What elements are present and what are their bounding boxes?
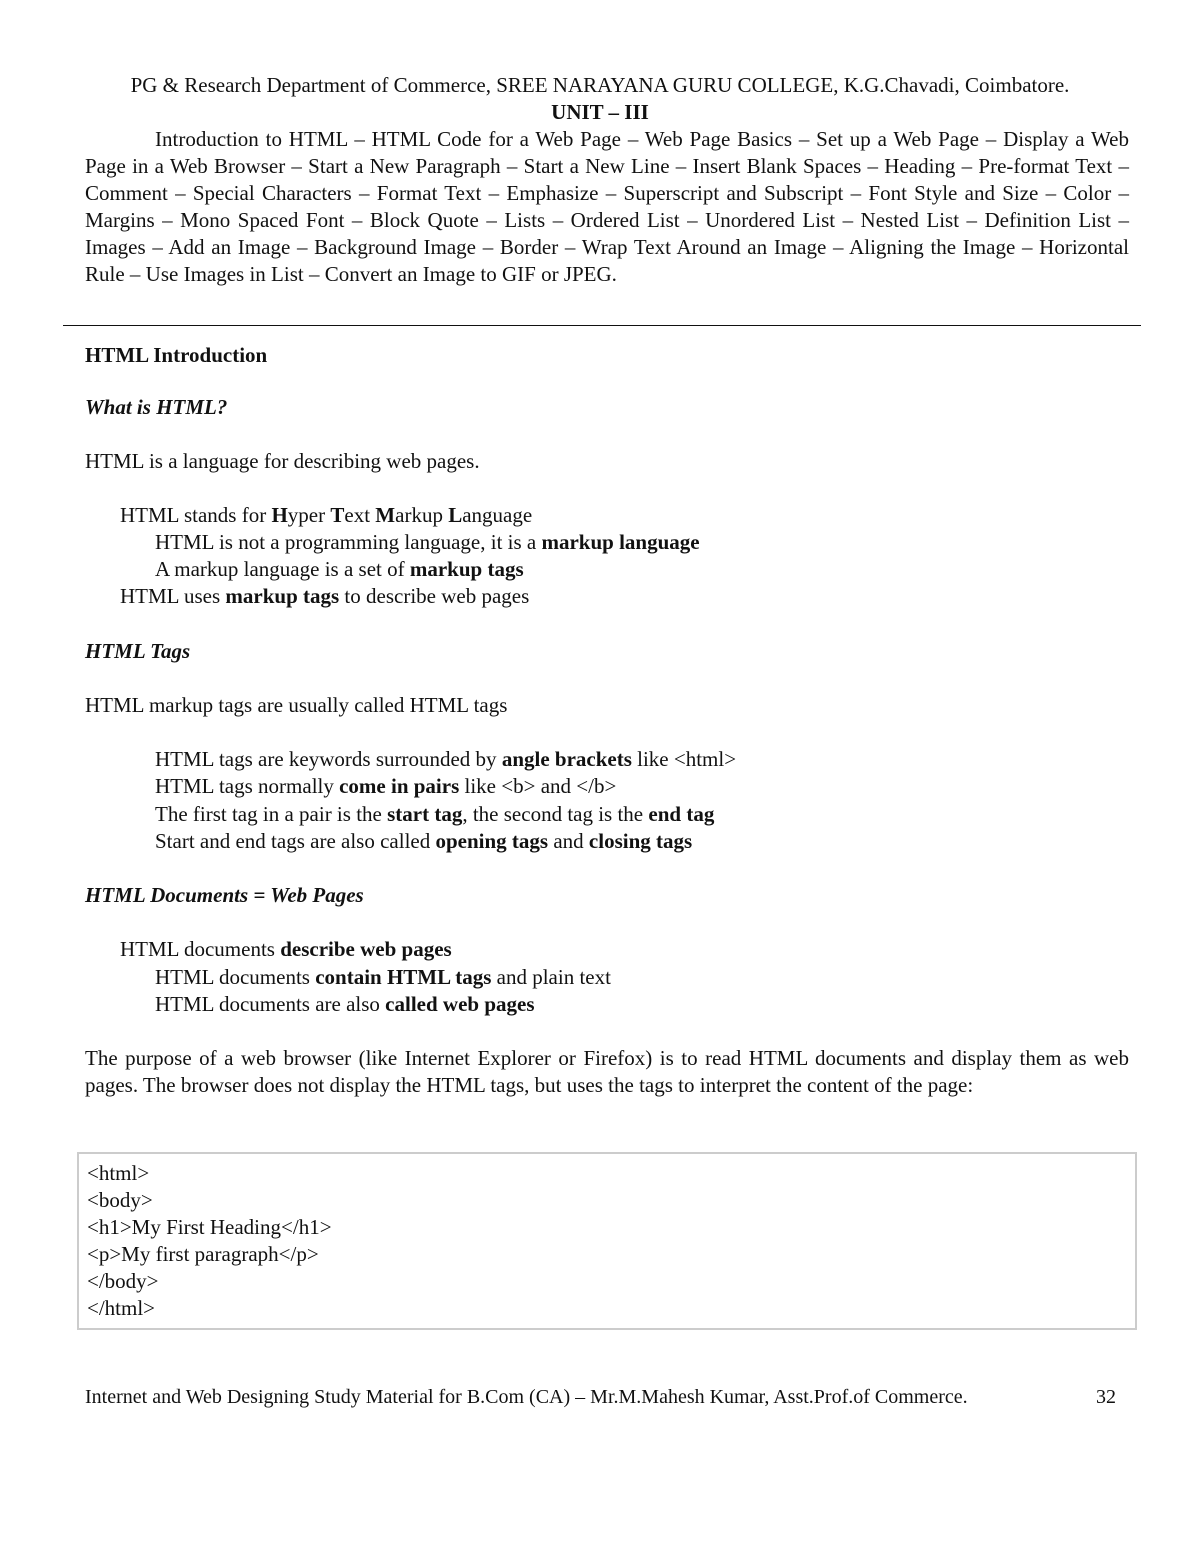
subheading-what-is-html: What is HTML? — [85, 395, 228, 419]
list-item-uses-markup: HTML uses markup tags to describe web pages — [120, 584, 530, 608]
list-item-stands-for: HTML stands for Hyper Text Markup Language — [120, 503, 533, 527]
syllabus-paragraph: Introduction to HTML – HTML Code for a Web Page – Web Page Basics – Set up a Web Page – Display a Web Page in a Web Browser – Start a New Paragraph – Start a New Line – Insert Blank Spaces – Heading – Pre-format Text – Comment – Special Characters – Format Text – Emphasize – Superscript and Subscript – Font Style and Size – Color – Margins – Mono Spaced Font – Block Quote – Lists – Ordered List – Unordered List – Nested List – Definition List – Images – Add an Image – Background Image – Border – Wrap Text Around an Image – Aligning the Image – Horizontal Rule – Use Images in List – Convert an Image to GIF or JPEG. — [85, 127, 1129, 286]
list-item-pairs: HTML tags normally come in pairs like <b> and </b> — [155, 774, 617, 798]
definition-text: HTML is a language for describing web pages. — [85, 449, 480, 473]
page-footer: Internet and Web Designing Study Material for B.Com (CA) – Mr.M.Mahesh Kumar, Asst.Prof.of Commerce. — [85, 1386, 968, 1408]
list-item-angle-brackets: HTML tags are keywords surrounded by angle brackets like <html> — [155, 747, 737, 771]
section-heading-introduction: HTML Introduction — [85, 343, 268, 367]
code-line: <h1>My First Heading</h1> — [87, 1215, 332, 1239]
code-example-box — [77, 1152, 1137, 1330]
page-number: 32 — [1096, 1386, 1116, 1408]
code-line: <body> — [87, 1188, 153, 1212]
code-line: <html> — [87, 1161, 150, 1185]
browser-purpose-paragraph: The purpose of a web browser (like Internet Explorer or Firefox) is to read HTML documents and display them as web pages. The browser does not display the HTML tags, but uses the tags to interpret the content of the page: — [85, 1046, 1129, 1097]
subheading-html-documents: HTML Documents = Web Pages — [85, 883, 364, 907]
list-item-contain-tags: HTML documents contain HTML tags and plain text — [155, 965, 611, 989]
list-item-not-programming: HTML is not a programming language, it is a markup language — [155, 530, 700, 554]
code-line: </html> — [87, 1296, 156, 1320]
list-item-describe-pages: HTML documents describe web pages — [120, 937, 452, 961]
list-item-called-web-pages: HTML documents are also called web pages — [155, 992, 535, 1016]
list-item-opening-closing: Start and end tags are also called opening tags and closing tags — [155, 829, 693, 853]
list-item-start-end: The first tag in a pair is the start tag, the second tag is the end tag — [155, 802, 715, 826]
horizontal-rule — [63, 325, 1141, 326]
list-item-markup-language: A markup language is a set of markup tags — [155, 557, 524, 581]
institution-header: PG & Research Department of Commerce, SREE NARAYANA GURU COLLEGE, K.G.Chavadi, Coimbatore. — [130, 73, 1070, 97]
tags-intro-text: HTML markup tags are usually called HTML tags — [85, 693, 508, 717]
subheading-html-tags: HTML Tags — [85, 639, 191, 663]
code-line: </body> — [87, 1269, 159, 1293]
unit-title: UNIT – III — [551, 100, 649, 124]
code-line: <p>My first paragraph</p> — [87, 1242, 319, 1266]
